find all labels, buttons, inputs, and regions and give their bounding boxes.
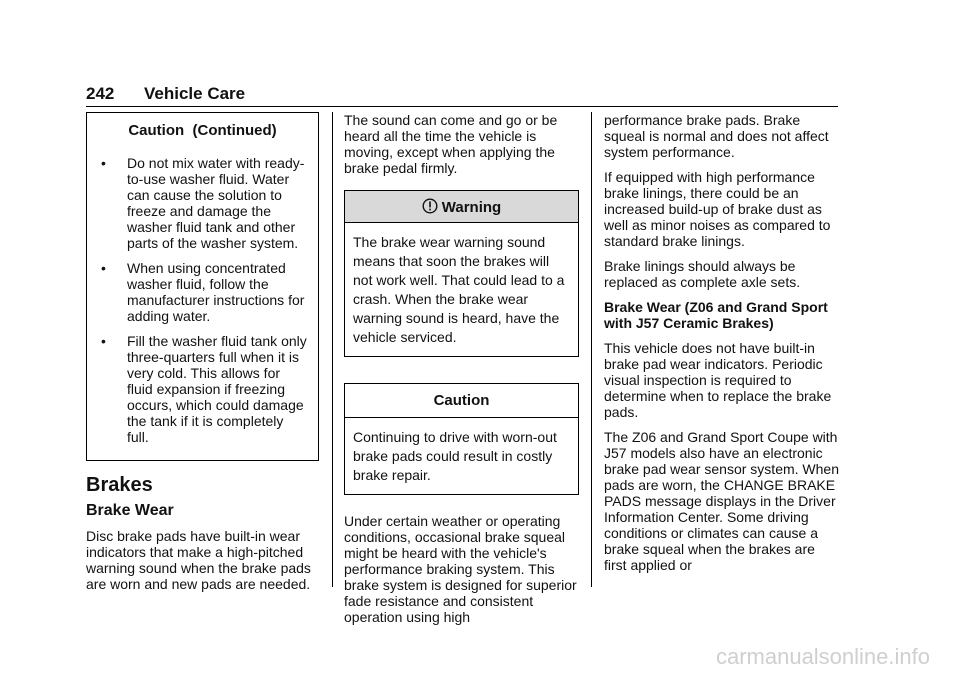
warning-icon [422, 198, 438, 214]
list-item: • When using concentrated washer fluid, follow the manufacturer instructions for adding water. [101, 260, 305, 324]
squeal-paragraph: Under certain weather or operating conditions, occasional brake squeal might be heard with the vehicle's performance braking system. This brake system is designed for superior fade resistance and consistent operation using high [344, 513, 577, 625]
warning-title: Warning [441, 199, 502, 216]
warning-text: The brake wear warning sound means that soon the brakes will not work well. That could lead to a crash. When the brake wear warning sound is heard, have the vehicle serviced. [353, 234, 565, 345]
watermark: carmanualsonline.info [715, 644, 930, 669]
bullet-icon: • [101, 155, 106, 171]
column-1 [86, 112, 319, 601]
caution-box [344, 383, 579, 495]
warning-box [344, 190, 579, 357]
caution-continued-body [87, 145, 318, 460]
brakes-heading: Brakes [86, 474, 153, 496]
column-divider [332, 112, 333, 587]
sound-paragraph: The sound can come and go or be heard all the time the vehicle is moving, except when applying the brake pedal firmly. [344, 112, 558, 176]
column-2 [344, 112, 579, 634]
caution-continued-box [86, 112, 319, 461]
list-item: • Do not mix water with ready-to-use washer fluid. Water can cause the solution to freeze and damage the washer fluid tank and other parts of the washer system. [101, 155, 305, 251]
squeal-normal-paragraph: performance brake pads. Brake squeal is normal and does not affect system performance. [604, 112, 829, 160]
sensor-system-paragraph: The Z06 and Grand Sport Coupe with J57 models also have an electronic brake pad wear sensor system. When pads are worn, the CHANGE BRAKE PADS message displays in the Driver Information Center. Some driving conditions or climates can cause a brake squeal when the brakes are first applied or [604, 429, 839, 573]
bullet-icon: • [101, 333, 106, 349]
axle-sets-paragraph: Brake linings should always be replaced as complete axle sets. [604, 258, 801, 290]
brake-wear-paragraph: Disc brake pads have built-in wear indicators that make a high-pitched warning sound when the brake pads are worn and new pads are needed. [86, 528, 311, 592]
brake-wear-heading: Brake Wear [86, 502, 174, 519]
bullet-icon: • [101, 260, 106, 276]
page-header [86, 84, 838, 107]
list-item: • Fill the washer fluid tank only three-quarters full when it is very cold. This allows for fluid expansion if freezing occurs, which could damage the tank if it is completely full. [101, 333, 307, 445]
no-indicators-paragraph: This vehicle does not have built-in brake pad wear indicators. Periodic visual inspection is required to determine when to replace the brake pads. [604, 340, 832, 420]
column-divider [591, 112, 592, 587]
caution-text: Continuing to drive with worn-out brake pads could result in costly brake repair. [353, 429, 557, 483]
column-3 [604, 112, 840, 582]
caution-title: Caution [345, 384, 578, 418]
caution-bullet-list [97, 155, 308, 445]
section-title: Vehicle Care [144, 84, 246, 103]
page-number: 242 [86, 84, 115, 103]
z06-subheading: Brake Wear (Z06 and Grand Sport with J57 Ceramic Brakes) [604, 299, 828, 331]
warning-title-bar [345, 191, 578, 223]
caution-continued-title: Caution (Continued) [128, 122, 277, 139]
high-performance-paragraph: If equipped with high performance brake linings, there could be an increased build-up of brake dust as well as minor noises as compared to standard brake linings. [604, 169, 831, 249]
